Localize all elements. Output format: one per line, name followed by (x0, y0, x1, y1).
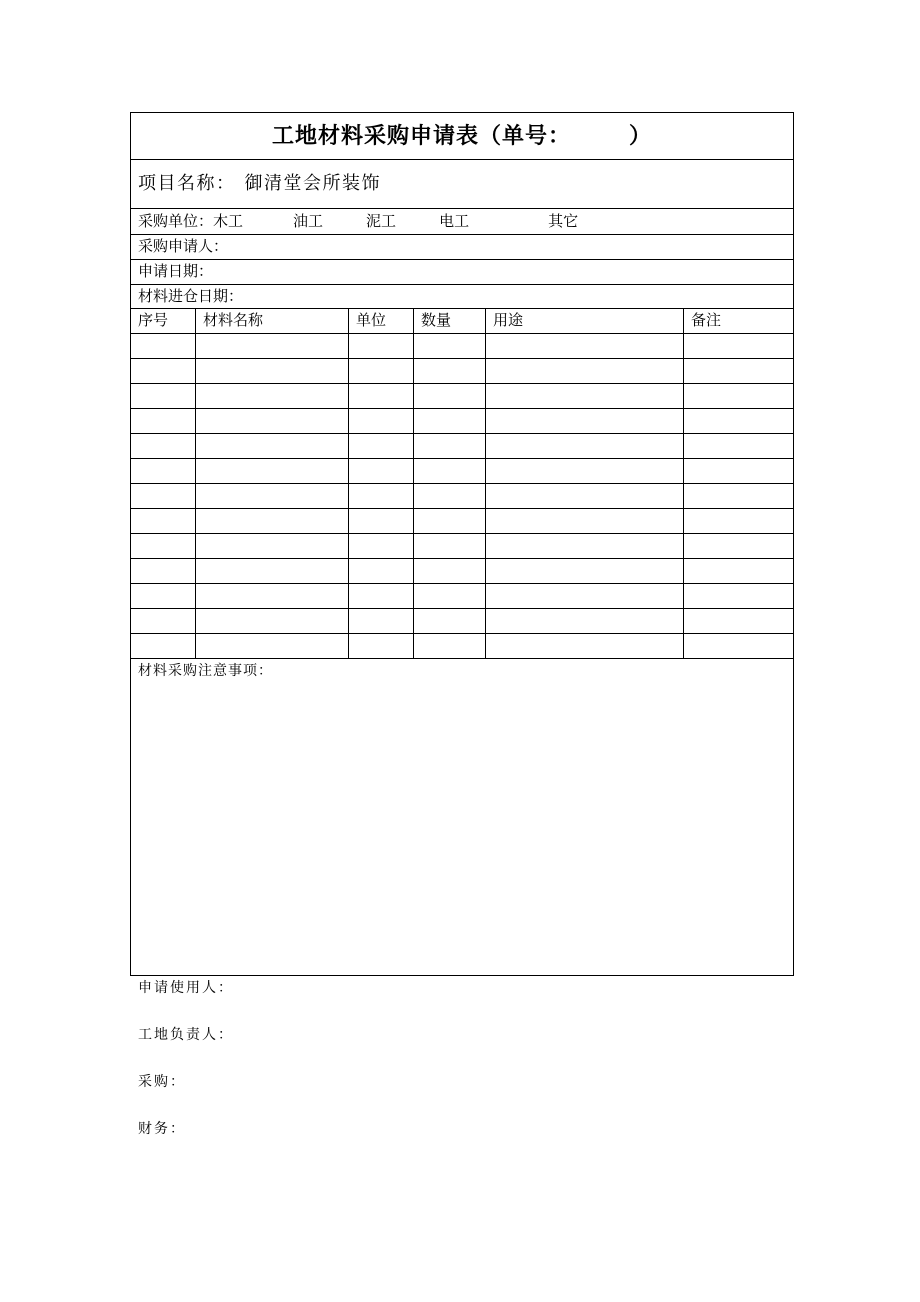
table-cell (131, 359, 196, 384)
applicant-label: 采购申请人： (138, 239, 229, 255)
apply-date-row (131, 260, 794, 285)
table-cell (196, 409, 349, 434)
purchase-unit-row (131, 209, 794, 235)
table-cell (486, 609, 684, 634)
table-cell (414, 384, 486, 409)
table-row (131, 509, 794, 534)
signature-purchaser (138, 1071, 234, 1090)
purchase-unit-option-mason: 泥工 (366, 213, 397, 230)
table-row (131, 334, 794, 359)
table-cell (486, 634, 684, 659)
column-header: 序号 (131, 309, 196, 334)
table-cell (196, 634, 349, 659)
table-cell (196, 609, 349, 634)
purchase-unit-option-painter: 油工 (293, 213, 324, 230)
table-row (131, 609, 794, 634)
table-cell (196, 584, 349, 609)
column-header: 数量 (414, 309, 486, 334)
table-cell (349, 534, 414, 559)
table-cell (349, 434, 414, 459)
table-row (131, 409, 794, 434)
table-cell (486, 409, 684, 434)
table-cell (349, 634, 414, 659)
table-cell (414, 609, 486, 634)
table-cell (196, 484, 349, 509)
table-cell (684, 484, 794, 509)
notes-label: 材料采购注意事项： (138, 664, 273, 679)
table-cell (349, 409, 414, 434)
table-cell (414, 409, 486, 434)
table-cell (349, 609, 414, 634)
table-cell (196, 334, 349, 359)
table-cell (684, 409, 794, 434)
table-cell (486, 384, 684, 409)
table-cell (131, 459, 196, 484)
table-cell (684, 434, 794, 459)
table-cell (349, 334, 414, 359)
project-name-value: 御清堂会所装饰 (244, 173, 381, 194)
table-cell (414, 559, 486, 584)
table-cell (414, 534, 486, 559)
signature-site-manager-label: 工地负责人： (138, 1028, 234, 1043)
table-cell (349, 559, 414, 584)
table-row (131, 584, 794, 609)
table-cell (349, 584, 414, 609)
apply-date-label: 申请日期： (138, 264, 214, 280)
table-cell (486, 459, 684, 484)
applicant-cell (131, 235, 794, 260)
table-cell (196, 434, 349, 459)
table-cell (414, 509, 486, 534)
warehouse-date-cell (131, 285, 794, 309)
table-cell (486, 334, 684, 359)
table-row (131, 559, 794, 584)
signature-block (138, 977, 234, 1165)
table-cell (684, 459, 794, 484)
table-cell (684, 359, 794, 384)
column-header: 备注 (684, 309, 794, 334)
table-row (131, 434, 794, 459)
notes-row (131, 659, 794, 976)
table-cell (131, 559, 196, 584)
material-rows (131, 334, 794, 659)
purchase-request-form-table (130, 112, 794, 976)
table-cell (196, 559, 349, 584)
signature-finance-label: 财务： (138, 1122, 186, 1137)
signature-purchaser-label: 采购： (138, 1075, 186, 1090)
purchase-unit-option-electrician: 电工 (439, 213, 470, 230)
project-name-row (131, 160, 794, 209)
table-cell (414, 484, 486, 509)
signature-site-manager (138, 1024, 234, 1043)
project-name-cell (131, 160, 794, 209)
table-cell (414, 434, 486, 459)
signature-applicant-user-label: 申请使用人： (138, 981, 234, 996)
table-cell (131, 534, 196, 559)
table-cell (684, 559, 794, 584)
table-cell (414, 459, 486, 484)
table-row (131, 534, 794, 559)
table-cell (349, 484, 414, 509)
table-cell (131, 509, 196, 534)
table-cell (349, 509, 414, 534)
table-cell (196, 459, 349, 484)
project-name-label: 项目名称： (138, 173, 236, 194)
table-cell (486, 434, 684, 459)
table-cell (196, 509, 349, 534)
table-cell (486, 534, 684, 559)
table-cell (486, 584, 684, 609)
table-cell (131, 484, 196, 509)
table-cell (684, 609, 794, 634)
warehouse-date-row (131, 285, 794, 309)
purchase-unit-cell (131, 209, 794, 235)
column-header: 单位 (349, 309, 414, 334)
notes-cell (131, 659, 794, 976)
table-cell (486, 509, 684, 534)
form-title: 工地材料采购申请表（单号： ） (131, 113, 794, 160)
table-cell (414, 334, 486, 359)
form-title-row (131, 113, 794, 160)
table-cell (196, 359, 349, 384)
purchase-unit-option-other: 其它 (548, 213, 579, 230)
material-table-header-row (131, 309, 794, 334)
table-cell (196, 534, 349, 559)
table-cell (131, 634, 196, 659)
table-cell (196, 384, 349, 409)
warehouse-date-label: 材料进仓日期： (138, 288, 244, 305)
signature-applicant-user (138, 977, 234, 996)
table-cell (131, 609, 196, 634)
purchase-unit-label: 采购单位： (138, 213, 214, 230)
table-cell (486, 359, 684, 384)
table-cell (486, 559, 684, 584)
table-cell (131, 434, 196, 459)
table-row (131, 634, 794, 659)
applicant-row (131, 235, 794, 260)
table-cell (684, 384, 794, 409)
table-cell (414, 584, 486, 609)
table-cell (684, 584, 794, 609)
table-cell (684, 509, 794, 534)
table-cell (349, 384, 414, 409)
table-cell (349, 459, 414, 484)
table-cell (684, 334, 794, 359)
table-cell (414, 634, 486, 659)
table-cell (131, 384, 196, 409)
table-row (131, 359, 794, 384)
table-cell (131, 334, 196, 359)
apply-date-cell (131, 260, 794, 285)
table-row (131, 384, 794, 409)
table-row (131, 484, 794, 509)
purchase-unit-option-carpenter: 木工 (213, 213, 244, 230)
table-row (131, 459, 794, 484)
signature-finance (138, 1118, 234, 1137)
column-header: 材料名称 (196, 309, 349, 334)
table-cell (131, 584, 196, 609)
table-cell (414, 359, 486, 384)
table-cell (349, 359, 414, 384)
table-cell (131, 409, 196, 434)
table-cell (486, 484, 684, 509)
column-header: 用途 (486, 309, 684, 334)
table-cell (684, 634, 794, 659)
table-cell (684, 534, 794, 559)
